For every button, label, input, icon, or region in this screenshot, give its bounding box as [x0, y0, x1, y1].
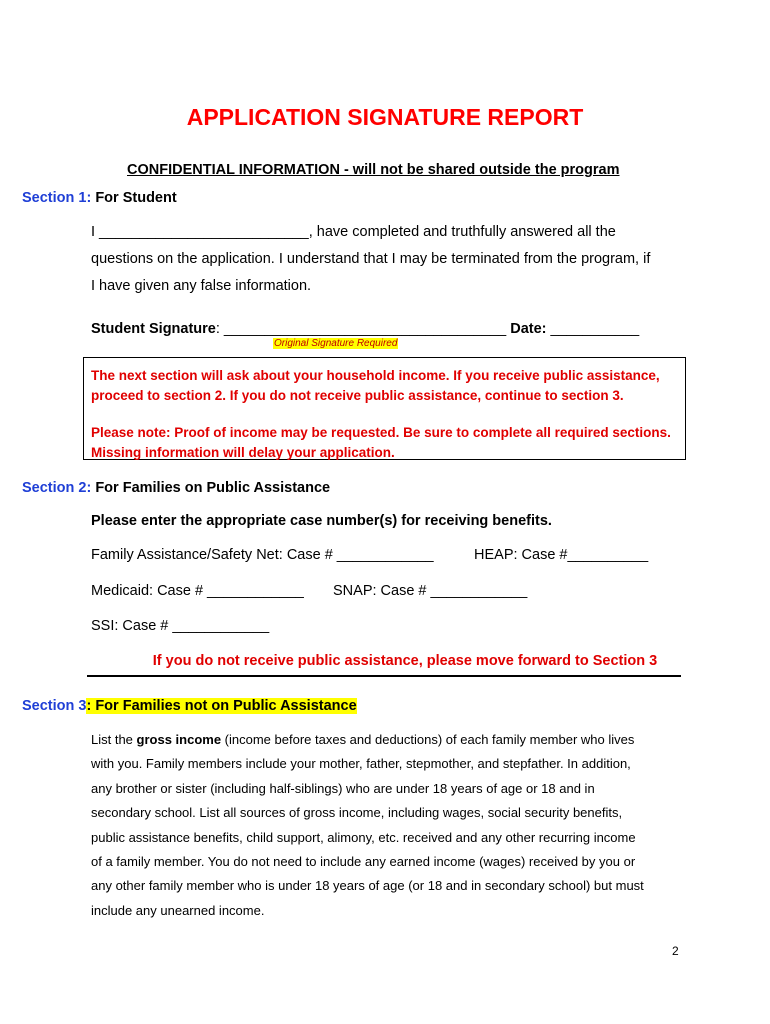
section-3-heading: : For Families not on Public Assistance	[86, 698, 357, 714]
student-attestation-line-3: I have given any false information.	[91, 278, 312, 294]
student-signature-label: Student Signature	[91, 321, 216, 337]
section-3-label: Section 3	[22, 698, 87, 714]
snap-case-field[interactable]: SNAP: Case # ____________	[333, 583, 528, 599]
section-2-label: Section 2:	[22, 480, 92, 496]
gross-income-instructions	[91, 728, 691, 923]
date-label: Date:	[510, 321, 547, 337]
notice-paragraph-2: Please note: Proof of income may be requested. Be sure to complete all required sections. Missing information will delay your application.	[91, 425, 671, 460]
section-3-header	[22, 698, 357, 714]
income-notice-box	[83, 357, 686, 460]
instruction-line: with you. Family members include your mother, father, stepmother, and stepfather. In addition,	[91, 756, 631, 772]
section-1-heading: For Student	[95, 190, 177, 206]
confidential-subtitle: CONFIDENTIAL INFORMATION - will not be shared outside the program	[127, 162, 620, 178]
student-signature-line[interactable]: : ___________________________________	[215, 321, 511, 337]
instruction-line: any other family member who is under 18 years of age (or 18 and in secondary school) but must	[91, 878, 644, 894]
gross-income-term: gross income	[136, 732, 222, 747]
section-1-label: Section 1:	[22, 190, 92, 206]
section-divider	[87, 675, 681, 677]
instruction-line: List the gross income (income before taxes and deductions) of each family member who lives	[91, 732, 635, 747]
heap-case-field[interactable]: HEAP: Case #__________	[474, 547, 649, 563]
ssi-case-field[interactable]: SSI: Case # ____________	[91, 618, 270, 634]
date-line[interactable]: ___________	[546, 321, 640, 337]
medicaid-case-field[interactable]: Medicaid: Case # ____________	[91, 583, 304, 599]
section-2-heading: For Families on Public Assistance	[95, 480, 331, 496]
page-title: APPLICATION SIGNATURE REPORT	[186, 104, 584, 130]
section-2-header	[22, 480, 330, 496]
notice-paragraph-1: The next section will ask about your household income. If you receive public assistance, proceed to section 2. If you do not receive public assistance, continue to section 3.	[91, 368, 660, 403]
instruction-line: any brother or sister (including half-siblings) who are under 18 years of age or 18 and in	[91, 780, 595, 796]
student-attestation-line-1: I __________________________, have completed and truthfully answered all the	[91, 224, 616, 240]
instruction-line: secondary school. List all sources of gross income, including wages, social security benefits,	[91, 805, 623, 821]
student-signature-row	[91, 321, 639, 337]
instruction-line: public assistance benefits, child support, alimony, etc. received and any other recurring income	[91, 829, 636, 845]
case-number-instruction: Please enter the appropriate case number(s) for receiving benefits.	[91, 513, 552, 529]
move-forward-note: If you do not receive public assistance, please move forward to Section 3	[152, 653, 658, 669]
student-attestation-line-2: questions on the application. I understand that I may be terminated from the program, if	[91, 251, 651, 267]
instruction-line: of a family member. You do not need to include any earned income (wages) received by you or	[91, 854, 636, 870]
original-signature-note: Original Signature Required	[274, 338, 398, 349]
family-assistance-case-field[interactable]: Family Assistance/Safety Net: Case # ____________	[91, 547, 434, 563]
section-1-header	[22, 190, 177, 206]
page-number: 2	[672, 944, 679, 958]
instruction-line: include any unearned income.	[91, 902, 265, 918]
